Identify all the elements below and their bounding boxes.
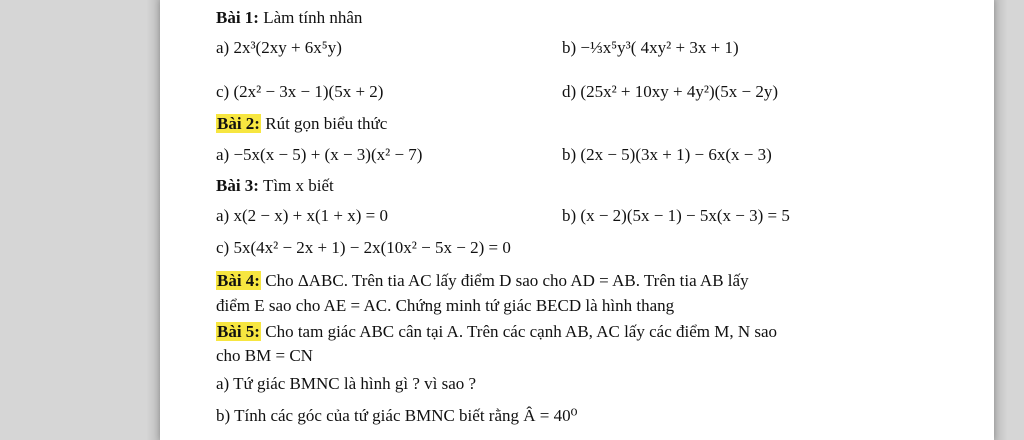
bai1-a: a) 2x³(2xy + 6x⁵y): [216, 38, 342, 57]
bai5-label: Bài 5:: [217, 322, 260, 341]
bai3-b: b) (x − 2)(5x − 1) − 5x(x − 3) = 5: [562, 206, 790, 225]
bai2-heading: [216, 114, 387, 134]
bai5-text1: Cho tam giác ABC cân tại A. Trên các cạnh AB, AC lấy các điểm M, N sao: [265, 322, 778, 341]
bai3-c: c) 5x(4x² − 2x + 1) − 2x(10x² − 5x − 2) = 0: [216, 238, 511, 257]
bai3-heading: [216, 176, 334, 196]
bai1-c: c) (2x² − 3x − 1)(5x + 2): [216, 82, 384, 101]
bai2-a: a) −5x(x − 5) + (x − 3)(x² − 7): [216, 145, 423, 164]
bai5-a: a) Tứ giác BMNC là hình gì ? vì sao ?: [216, 374, 477, 393]
bai3-title: Tìm x biết: [262, 176, 334, 195]
bai2-b: b) (2x − 5)(3x + 1) − 6x(x − 3): [562, 145, 772, 164]
bai4-text1: Cho ΔABC. Trên tia AC lấy điểm D sao cho AD = AB. Trên tia AB lấy: [265, 271, 749, 290]
bai2-title: Rút gọn biểu thức: [265, 114, 388, 133]
bai1-label: Bài 1:: [216, 8, 259, 27]
bai1-title: Làm tính nhân: [263, 8, 363, 27]
bai5-b: b) Tính các góc của tứ giác BMNC biết rằng Â = 40⁰: [216, 406, 578, 425]
page-shadow-left: [146, 0, 160, 440]
bai3-label: Bài 3:: [216, 176, 259, 195]
bai1-heading: [216, 8, 362, 28]
page-shadow-right: [994, 0, 1008, 440]
bai4-line1: [216, 271, 749, 291]
document-page: [160, 0, 994, 440]
bai1-b: b) −⅓x⁵y³( 4xy² + 3x + 1): [562, 38, 739, 57]
bai4-label: Bài 4:: [217, 271, 260, 290]
bai5-line1: [216, 322, 777, 342]
bai2-label: Bài 2:: [217, 114, 260, 133]
bai1-d: d) (25x² + 10xy + 4y²)(5x − 2y): [562, 82, 779, 101]
bai4-line2: điểm E sao cho AE = AC. Chứng minh tứ giác BECD là hình thang: [216, 296, 675, 315]
bai3-a: a) x(2 − x) + x(1 + x) = 0: [216, 206, 388, 225]
bai5-line2: cho BM = CN: [216, 346, 313, 365]
